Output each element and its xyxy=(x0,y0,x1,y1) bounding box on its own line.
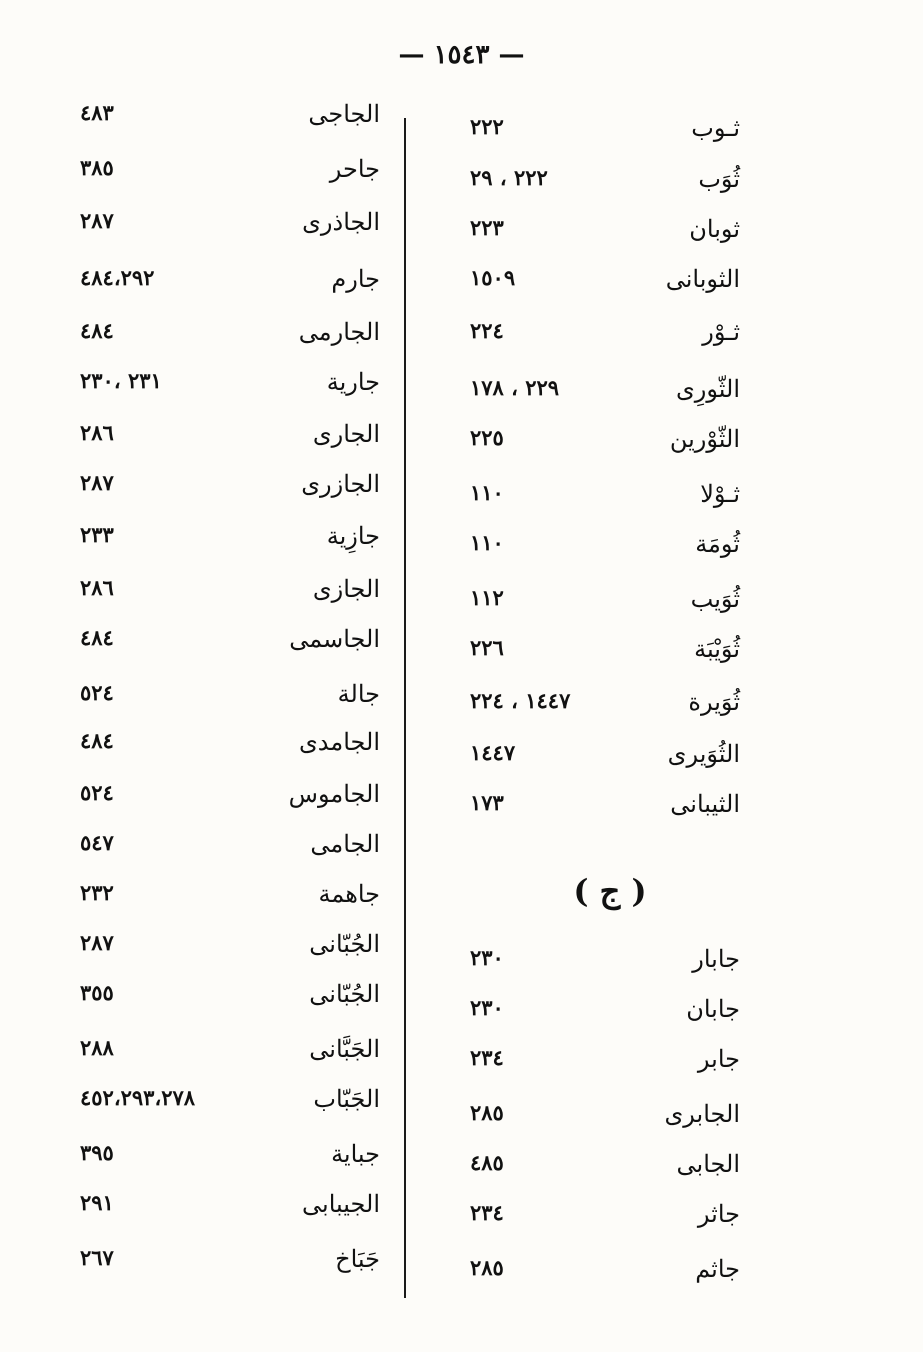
entry-word: الثُوَيرى xyxy=(667,740,740,768)
index-entry xyxy=(20,420,380,460)
entry-pages: ٢٨٧ xyxy=(80,470,114,495)
entry-pages: ٣٨٥ xyxy=(80,155,114,180)
entry-word: الجاموس xyxy=(288,780,380,808)
entry-word: جباية xyxy=(331,1140,380,1168)
entry-word: ثُوَب xyxy=(698,165,740,193)
entry-word: الجامى xyxy=(310,830,380,858)
entry-pages: ٣٥٥ xyxy=(80,980,114,1005)
entry-word: الجابرى xyxy=(664,1100,740,1128)
index-entry xyxy=(440,165,770,205)
entry-word: ثوبان xyxy=(689,215,740,243)
entry-word: ثـوْر xyxy=(702,318,740,346)
index-entry xyxy=(20,155,380,195)
entry-word: الجازرى xyxy=(301,470,380,498)
index-entry xyxy=(20,368,380,408)
entry-word: الجَبّاب xyxy=(313,1085,380,1113)
entry-pages: ٢٢٩ ، ١٧٨ xyxy=(470,375,560,400)
entry-pages: ٥٢٤ xyxy=(80,780,114,805)
index-entry xyxy=(20,470,380,510)
index-entry xyxy=(20,680,380,720)
entry-pages: ٢٣٢ xyxy=(80,880,114,905)
entry-word: الجازى xyxy=(312,575,380,603)
index-entry xyxy=(440,688,770,728)
index-entry xyxy=(20,575,380,615)
entry-pages: ٤٥٢،٢٩٣،٢٧٨ xyxy=(80,1085,196,1110)
index-entry xyxy=(440,265,770,305)
index-entry xyxy=(440,375,770,415)
entry-word: الثّوْرين xyxy=(669,425,740,453)
index-entry xyxy=(440,790,770,830)
index-entry xyxy=(440,995,770,1035)
entry-pages: ٣٩٥ xyxy=(80,1140,114,1165)
entry-pages: ٢٨٧ xyxy=(80,208,114,233)
entry-pages: ١١٢ xyxy=(470,585,504,610)
entry-word: جاثر xyxy=(697,1200,740,1228)
entry-word: جابر xyxy=(697,1045,740,1073)
entry-word: ثـوْلا xyxy=(700,480,740,508)
entry-pages: ٥٢٤ xyxy=(80,680,114,705)
index-entry xyxy=(20,880,380,920)
entry-word: الثّورِى xyxy=(676,375,740,403)
entry-pages: ٢٨٥ xyxy=(470,1100,504,1125)
index-entry xyxy=(440,740,770,780)
entry-pages: ٢٢٥ xyxy=(470,425,504,450)
entry-word: الجُبّانى xyxy=(309,980,380,1008)
entry-word: جارم xyxy=(331,265,380,293)
entry-word: الجُبّانى xyxy=(309,930,380,958)
entry-pages: ٢٢٢ xyxy=(470,114,504,139)
index-entry xyxy=(440,114,770,154)
entry-pages: ٢٨٥ xyxy=(470,1255,504,1280)
entry-word: الجَبَّانى xyxy=(309,1035,380,1063)
index-entry xyxy=(440,1200,770,1240)
entry-word: ثُوَيب xyxy=(690,585,740,613)
index-entry xyxy=(440,1100,770,1140)
entry-word: الجيبابى xyxy=(302,1190,380,1218)
entry-pages: ١٤٤٧ ، ٢٢٤ xyxy=(470,688,571,713)
index-entry xyxy=(440,635,770,675)
entry-word: جابار xyxy=(692,945,740,973)
entry-word: ثُوَيرة xyxy=(688,688,740,716)
entry-pages: ٢٣١ ،٢٣٠ xyxy=(80,368,162,393)
section-heading: ( ج ) xyxy=(573,872,647,910)
entry-pages: ٤٨٣ xyxy=(80,100,114,125)
entry-pages: ٤٨٥ xyxy=(470,1150,504,1175)
index-entry xyxy=(20,780,380,820)
entry-pages: ٢٨٦ xyxy=(80,420,114,445)
entry-word: جَبَاخ xyxy=(335,1245,380,1273)
entry-pages: ١٧٣ xyxy=(470,790,504,815)
entry-pages: ٢٣٠ xyxy=(470,945,504,970)
entry-word: الجاذرى xyxy=(302,208,380,236)
index-entry xyxy=(20,625,380,665)
index-entry xyxy=(20,318,380,358)
entry-word: الجامدى xyxy=(298,728,380,756)
entry-pages: ٢٣٣ xyxy=(80,522,114,547)
entry-word: جاثم xyxy=(695,1255,740,1283)
entry-pages: ٢٢٤ xyxy=(470,318,504,343)
entry-word: ثُومَة xyxy=(695,530,740,558)
entry-word: الجابى xyxy=(676,1150,740,1178)
entry-pages: ٢٦٧ xyxy=(80,1245,114,1270)
entry-pages: ٤٨٤ xyxy=(80,728,114,753)
entry-word: ثُوَيْبَة xyxy=(694,635,740,663)
entry-word: جابان xyxy=(686,995,740,1023)
index-entry xyxy=(440,318,770,358)
index-entry xyxy=(440,585,770,625)
entry-pages: ٢٢٦ xyxy=(470,635,504,660)
index-entry xyxy=(20,830,380,870)
index-entry xyxy=(20,728,380,768)
index-entry xyxy=(440,425,770,465)
entry-word: جالة xyxy=(337,680,380,708)
column-divider xyxy=(404,118,406,1298)
index-entry xyxy=(440,530,770,570)
index-entry xyxy=(440,1150,770,1190)
page-number: — ١٥٤٣ — xyxy=(398,40,525,70)
entry-pages: ١١٠ xyxy=(470,530,504,555)
entry-word: جاحر xyxy=(329,155,380,183)
index-entry xyxy=(20,930,380,970)
entry-word: الجاسمى xyxy=(289,625,380,653)
entry-pages: ٢٨٨ xyxy=(80,1035,114,1060)
entry-pages: ٢٩١ xyxy=(80,1190,114,1215)
entry-pages: ١٥٠٩ xyxy=(470,265,516,290)
entry-pages: ٢٣٠ xyxy=(470,995,504,1020)
index-entry xyxy=(20,1035,380,1075)
entry-word: جازِية xyxy=(326,522,380,550)
entry-pages: ٢٨٧ xyxy=(80,930,114,955)
index-entry xyxy=(440,480,770,520)
entry-pages: ٢٢٣ xyxy=(470,215,504,240)
entry-word: جارية xyxy=(326,368,380,396)
entry-pages: ٢٣٤ xyxy=(470,1200,504,1225)
index-entry xyxy=(20,100,380,140)
index-entry xyxy=(20,208,380,248)
entry-pages: ٥٤٧ xyxy=(80,830,114,855)
entry-pages: ١٤٤٧ xyxy=(470,740,516,765)
index-entry xyxy=(20,1190,380,1230)
index-entry xyxy=(20,1245,380,1285)
index-entry xyxy=(440,215,770,255)
entry-word: الجارمى xyxy=(298,318,380,346)
entry-pages: ٤٨٤ xyxy=(80,318,114,343)
entry-pages: ٢٣٤ xyxy=(470,1045,504,1070)
entry-word: الجاجى xyxy=(308,100,380,128)
index-entry xyxy=(440,1045,770,1085)
entry-pages: ٤٨٤،٢٩٢ xyxy=(80,265,155,290)
entry-word: الجارى xyxy=(312,420,380,448)
entry-pages: ٢٨٦ xyxy=(80,575,114,600)
index-entry xyxy=(20,1140,380,1180)
entry-word: ثـوب xyxy=(691,114,740,142)
index-entry xyxy=(20,265,380,305)
entry-pages: ٤٨٤ xyxy=(80,625,114,650)
entry-word: الثوبانى xyxy=(665,265,740,293)
entry-word: جاهمة xyxy=(318,880,380,908)
entry-word: الثيبانى xyxy=(670,790,740,818)
entry-pages: ٢٢٢ ، ٢٩ xyxy=(470,165,548,190)
index-entry xyxy=(440,1255,770,1295)
index-entry xyxy=(20,1085,380,1125)
index-entry xyxy=(20,980,380,1020)
entry-pages: ١١٠ xyxy=(470,480,504,505)
index-entry xyxy=(440,945,770,985)
index-entry xyxy=(20,522,380,562)
